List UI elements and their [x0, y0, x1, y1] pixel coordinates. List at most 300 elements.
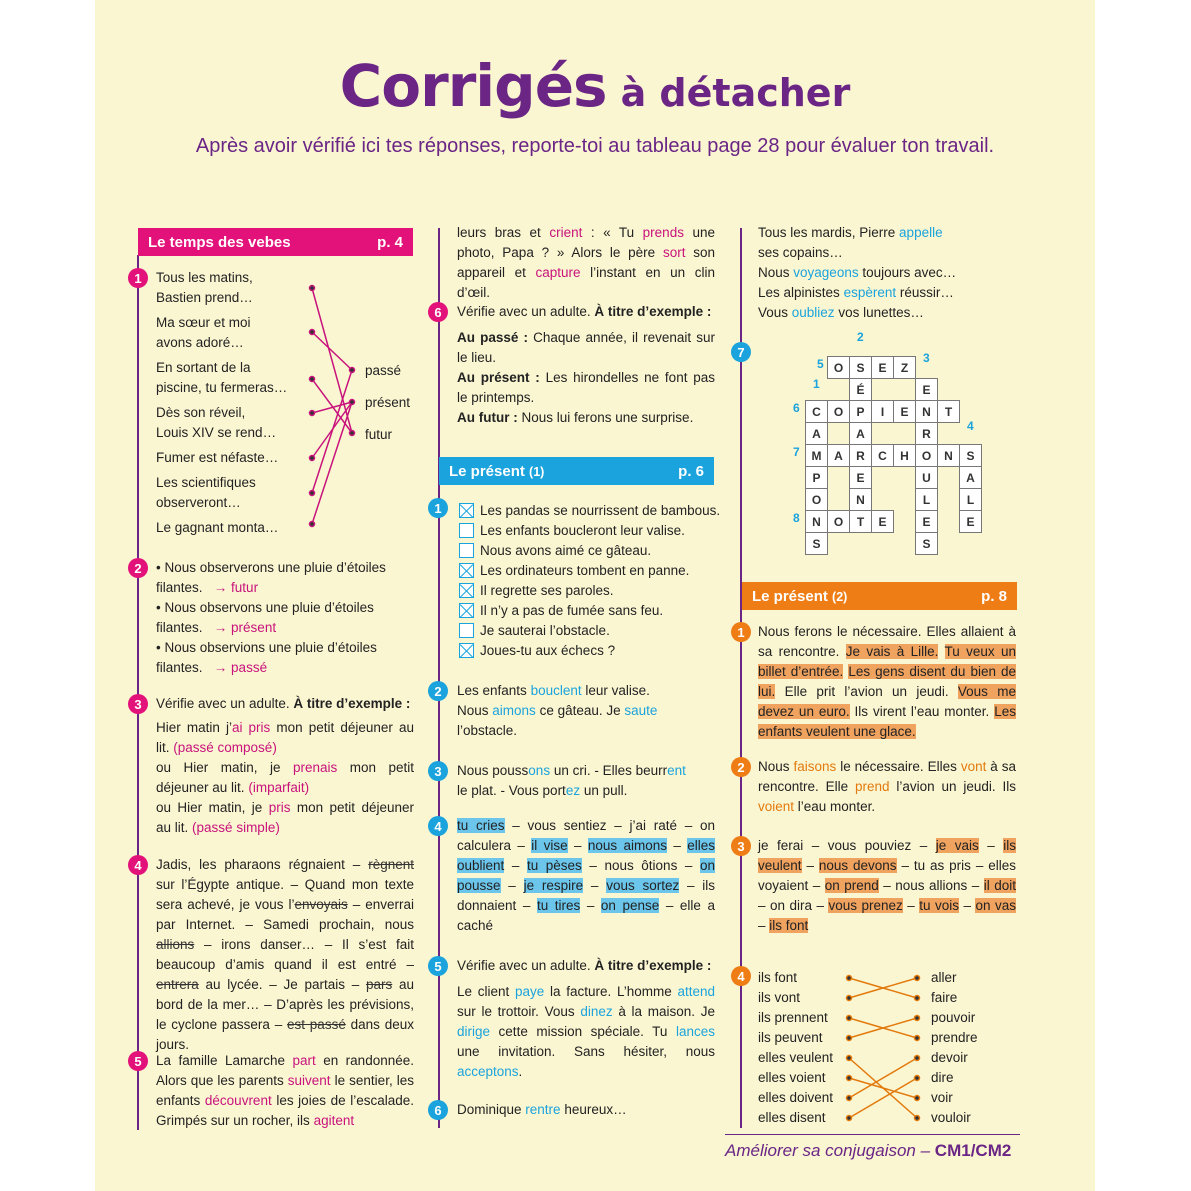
sentence	[156, 618, 276, 638]
verb: oubliez	[791, 305, 835, 320]
section-header-present-1	[439, 457, 714, 485]
list-item: piscine, tu fermeras…	[156, 380, 288, 395]
exercise-3	[156, 694, 414, 838]
text: Les enfants	[457, 683, 531, 698]
crossword-cell: N	[805, 510, 828, 533]
text: à la maison. Je	[612, 1004, 715, 1019]
text: le plat. - Vous port	[457, 783, 566, 798]
verb: sort	[662, 245, 686, 260]
ending: ez	[565, 783, 581, 798]
sentence	[156, 578, 258, 598]
match-target: prendre	[931, 1030, 978, 1045]
section-title-text: Le présent	[449, 462, 525, 480]
checkbox-label: Nous avons aimé ce gâteau.	[480, 543, 652, 558]
verb: dinez	[580, 1004, 613, 1019]
verb: acceptons	[457, 1064, 519, 1079]
crossword-cell: O	[827, 356, 850, 379]
crossword-clue-number: 2	[857, 330, 864, 344]
ending: ent	[667, 763, 686, 778]
list-item: observeront…	[156, 495, 241, 510]
exercise-number: 1	[731, 622, 751, 642]
text: l’avion un jeudi. Ils	[889, 779, 1016, 794]
exercise-number: 5	[128, 1051, 148, 1071]
label: Au présent :	[457, 370, 540, 385]
text: –	[959, 898, 976, 913]
checkbox-unchecked[interactable]	[459, 523, 474, 538]
text: Nous ferons le nécessaire. Elles allaient à sa rencontre.	[758, 624, 1016, 659]
exercise-q1	[758, 622, 1016, 742]
verb: crient	[549, 225, 583, 240]
sentence: • Nous observons une pluie d’étoiles	[156, 600, 374, 615]
crossword-cell: E	[849, 466, 872, 489]
text: Elle prit l’avion un jeudi.	[775, 684, 958, 699]
match-target: passé	[365, 363, 402, 378]
highlight: tu cries	[457, 818, 505, 833]
section-page: p. 6	[678, 462, 704, 480]
text: – irons danser… – Il s’est fait beaucoup d’amis quand il est entré –	[156, 937, 414, 972]
exercise-number: 4	[731, 966, 751, 986]
text: vos lunettes…	[834, 305, 924, 320]
text: les joies de l’escalade. Grimpés sur un rocher, ils	[156, 1093, 414, 1128]
text: La famille Lamarche	[156, 1053, 293, 1068]
text: au bord de la mer… – D’après les prévisions, le cyclone passera –	[156, 977, 414, 1032]
column-divider	[438, 228, 440, 1128]
checkbox-item[interactable]	[459, 561, 689, 581]
crossword-cell: É	[849, 378, 872, 401]
section-header-temps	[138, 228, 413, 256]
verb: agitent	[313, 1113, 355, 1128]
text: l’obstacle.	[457, 723, 518, 738]
page-title	[95, 52, 1095, 120]
list-item: Bastien prend…	[156, 290, 253, 305]
section-title	[449, 463, 544, 480]
highlight: nous aimons	[587, 838, 668, 853]
crossword-cell: O	[827, 400, 850, 423]
footer-text: Améliorer sa conjugaison –	[725, 1141, 931, 1160]
text: –	[801, 858, 819, 873]
verb: vont	[960, 759, 987, 774]
exercise-4	[156, 855, 414, 1055]
matching-lines-1	[295, 280, 365, 530]
footer-level: CM1/CM2	[934, 1141, 1012, 1160]
text: Les alpinistes	[758, 285, 844, 300]
exercise-p6-continued	[758, 223, 956, 323]
exercise-number: 2	[128, 558, 148, 578]
struck-verb: est passé	[287, 1017, 346, 1032]
verb: faisons	[793, 759, 837, 774]
verb: attend	[677, 984, 715, 999]
crossword-cell: Z	[893, 356, 916, 379]
exercise-q2	[758, 757, 1016, 817]
matching-lines-q4	[835, 968, 935, 1133]
list-item: ils vont	[758, 990, 801, 1005]
match-target: présent	[365, 395, 411, 410]
text: – tu as pris – elles voyaient –	[758, 858, 1016, 893]
crossword-cell: S	[805, 532, 828, 555]
highlight: tu tires	[536, 898, 581, 913]
exercise-number: 3	[731, 836, 751, 856]
crossword-cell: R	[849, 444, 872, 467]
highlight: Tu veux un billet d’entrée.	[758, 644, 1016, 679]
text: ce gâteau. Je	[535, 703, 625, 718]
verb: suivent	[287, 1073, 331, 1088]
crossword-cell: E	[871, 356, 894, 379]
exercise-number: 1	[428, 498, 448, 518]
exercise-number: 4	[128, 855, 148, 875]
crossword-clue-number: 1	[813, 377, 820, 391]
page-footer	[725, 1141, 1011, 1161]
highlight: il doit	[983, 878, 1017, 893]
struck-verb: allions	[156, 937, 195, 952]
checkbox-checked[interactable]	[459, 643, 474, 658]
text: mon petit déjeuner au lit.	[156, 760, 414, 795]
instruction: Vérifie avec un adulte.	[457, 958, 591, 973]
crossword-cell: E	[915, 378, 938, 401]
list-item: elles veulent	[758, 1050, 834, 1065]
exercise-number: 3	[128, 694, 148, 714]
exercise-number: 2	[731, 757, 751, 777]
text: –	[667, 838, 688, 853]
highlight: on vas	[975, 898, 1016, 913]
sentence-text: filantes.	[156, 620, 203, 635]
crossword-cell: U	[915, 466, 938, 489]
exercise-q3	[758, 836, 1016, 936]
checkbox-checked[interactable]	[459, 583, 474, 598]
sentence-text: filantes.	[156, 580, 203, 595]
text: réussir…	[896, 285, 954, 300]
exercise-number: 4	[428, 816, 448, 836]
verb: voient	[758, 799, 795, 814]
crossword-cell: S	[959, 444, 982, 467]
text: –	[583, 878, 607, 893]
verb: dirige	[457, 1024, 491, 1039]
list-item: avons adoré…	[156, 335, 244, 350]
text: .	[518, 1064, 523, 1079]
crossword-cell: O	[915, 444, 938, 467]
crossword-cell: L	[915, 488, 938, 511]
exercise-number: 7	[731, 342, 751, 362]
verb: appelle	[899, 225, 943, 240]
crossword-cell: N	[937, 444, 960, 467]
list-item: Tous les matins,	[156, 270, 253, 285]
text: sur le trottoir. Vous	[457, 1004, 581, 1019]
crossword-cell: P	[805, 466, 828, 489]
list-item: Ma sœur et moi	[156, 315, 251, 330]
text: ou Hier matin, je	[156, 800, 269, 815]
verb: bouclent	[530, 683, 582, 698]
text: l’instant en un clin d’œil.	[457, 265, 715, 300]
text: Chaque année, il revenait sur le lieu.	[457, 330, 715, 365]
instruction-bold: À titre d’exemple :	[293, 696, 411, 711]
crossword-clue-number: 4	[967, 419, 974, 433]
checkbox-unchecked[interactable]	[459, 623, 474, 638]
crossword-cell: P	[849, 400, 872, 423]
text: Tous les mardis, Pierre	[758, 225, 900, 240]
text: : « Tu	[582, 225, 643, 240]
section-page: p. 4	[377, 233, 403, 251]
text: –	[580, 898, 601, 913]
crossword-cell: T	[937, 400, 960, 423]
list-item: Dès son réveil,	[156, 405, 246, 420]
exercise-number: 6	[428, 1100, 448, 1120]
crossword-clue-number: 3	[923, 351, 930, 365]
verb: voyageons	[793, 265, 859, 280]
exercise-p4	[457, 816, 715, 936]
highlight: tu vois	[919, 898, 959, 913]
crossword-cell: E	[915, 510, 938, 533]
crossword-cell: C	[805, 400, 828, 423]
exercise-p2	[457, 681, 657, 741]
answer-page	[95, 0, 1095, 1191]
crossword-cell: C	[871, 444, 894, 467]
text: Vous	[758, 305, 792, 320]
crossword-cell: N	[849, 488, 872, 511]
answer-tense: → passé	[213, 660, 268, 675]
text: je ferai – vous pouviez –	[758, 838, 936, 853]
text: Jadis, les pharaons régnaient –	[156, 857, 369, 872]
exercise-5	[156, 1051, 414, 1131]
text: Nous lui ferons une surprise.	[517, 410, 694, 425]
checkbox-checked[interactable]	[459, 503, 474, 518]
text: l’eau monter.	[794, 799, 876, 814]
section-sub: (1)	[529, 464, 545, 479]
text: Nous	[758, 759, 794, 774]
checkbox-label: Joues-tu aux échecs ?	[480, 643, 616, 658]
text: – ils donnaient –	[457, 878, 716, 913]
highlight: ils veulent	[758, 838, 1017, 873]
label: Au futur :	[457, 410, 518, 425]
match-target: dire	[931, 1070, 954, 1085]
crossword-cell: A	[849, 422, 872, 445]
crossword-clue-number: 7	[793, 445, 800, 459]
tense-label: (passé simple)	[192, 820, 280, 835]
text: un cri. - Elles beurr	[550, 763, 668, 778]
sentence	[156, 658, 267, 678]
highlight: nous devons	[818, 858, 897, 873]
match-target: vouloir	[931, 1110, 971, 1125]
ending: ons	[528, 763, 551, 778]
highlight: Les gens disent du bien de lui.	[758, 664, 1016, 699]
verb: saute	[624, 703, 658, 718]
exercise-p6	[457, 1100, 627, 1120]
text: ses copains…	[758, 245, 843, 260]
section-title-text: Le présent	[752, 587, 828, 605]
title-main: Corrigés	[339, 52, 607, 120]
crossword-cell: S	[915, 532, 938, 555]
match-target: aller	[931, 970, 957, 985]
verb: prends	[642, 225, 684, 240]
crossword-cell: M	[805, 444, 828, 467]
text: – nous ôtions –	[581, 858, 700, 873]
highlight: Vous me devez un euro.	[758, 684, 1016, 719]
crossword-cell: T	[849, 510, 872, 533]
text: –	[504, 858, 527, 873]
verb: espèrent	[843, 285, 897, 300]
text: sur l’Égypte antique. – Quand mon texte sera achevé, je vous l’	[156, 877, 414, 912]
verb: aimons	[492, 703, 536, 718]
crossword-cell: R	[915, 422, 938, 445]
verb: capture	[535, 265, 581, 280]
verb: lances	[675, 1024, 715, 1039]
text: en randonnée. Alors que les parents	[156, 1053, 414, 1088]
checkbox-item[interactable]	[459, 521, 685, 541]
highlight: je vais	[935, 838, 979, 853]
verb: découvrent	[204, 1093, 272, 1108]
highlight: elles oublient	[457, 838, 716, 873]
exercise-p3	[457, 761, 686, 801]
verb: prend	[855, 779, 890, 794]
verb: part	[292, 1053, 316, 1068]
checkbox-item[interactable]	[459, 581, 614, 601]
checkbox-label: Les ordinateurs tombent en panne.	[480, 563, 690, 578]
text: –	[978, 838, 1004, 853]
text: Le client	[457, 984, 515, 999]
text: à sa rencontre. Elle	[758, 759, 1016, 794]
checkbox-unchecked[interactable]	[459, 543, 474, 558]
text: le sentier, les enfants	[156, 1073, 415, 1108]
highlight: vous prenez	[828, 898, 903, 913]
crossword-cell: S	[849, 356, 872, 379]
text: – nous allions –	[878, 878, 984, 893]
text	[938, 644, 944, 659]
text: son appareil et	[457, 245, 715, 280]
list-item: ils font	[758, 970, 798, 985]
exercise-6	[457, 302, 715, 428]
text: la facture. L’homme	[544, 984, 678, 999]
text: leur valise.	[581, 683, 650, 698]
list-item: ils peuvent	[758, 1030, 823, 1045]
text: Nous	[758, 265, 794, 280]
column-divider	[740, 228, 742, 1128]
page-subtitle: Après avoir vérifié ici tes réponses, reporte-toi au tableau page 28 pour évaluer ton travail.	[195, 135, 995, 157]
text: – vous sentiez – j’ai raté – on calculera –	[457, 818, 715, 853]
label: Au passé :	[457, 330, 529, 345]
checkbox-item[interactable]	[459, 501, 720, 521]
highlight: ils font	[769, 918, 809, 933]
crossword-clue-number: 5	[817, 357, 824, 371]
list-item: elles doivent	[758, 1090, 834, 1105]
crossword-cell: O	[827, 510, 850, 533]
struck-verb: entrera	[156, 977, 199, 992]
instruction-bold: À titre d’exemple :	[594, 958, 712, 973]
crossword-cell: A	[805, 422, 828, 445]
exercise-number: 2	[428, 681, 448, 701]
list-item: En sortant de la	[156, 360, 251, 375]
text: – enverrai par Internet. – Samedi prochain, nous	[156, 897, 414, 932]
section-header-present-2	[742, 582, 1017, 610]
instruction: Vérifie avec un adulte.	[156, 696, 290, 711]
text: Nous pouss	[457, 763, 529, 778]
checkbox-label: Les enfants boucleront leur valise.	[480, 523, 685, 538]
match-target: futur	[365, 427, 393, 442]
checkbox-label: Il regrette ses paroles.	[480, 583, 614, 598]
sentence-text: filantes.	[156, 660, 203, 675]
checkbox-item[interactable]	[459, 641, 615, 661]
title-secondary: à détacher	[620, 71, 851, 115]
text: un pull.	[580, 783, 628, 798]
highlight: on prend	[824, 878, 879, 893]
text: une photo, Papa ? » Alors le père	[457, 225, 715, 260]
crossword-cell: H	[893, 444, 916, 467]
verb: rentre	[525, 1102, 561, 1117]
verb: prenais	[292, 760, 338, 775]
text: –	[500, 878, 524, 893]
highlight: on pense	[600, 898, 660, 913]
text: au lycée. – Je partais –	[198, 977, 366, 992]
list-item: Le gagnant monta…	[156, 520, 279, 535]
exercise-5-continued	[457, 223, 715, 303]
crossword-cell: L	[959, 488, 982, 511]
match-target: voir	[931, 1090, 953, 1105]
struck-verb: règnent	[368, 857, 414, 872]
crossword-cell: O	[805, 488, 828, 511]
text: toujours avec…	[858, 265, 957, 280]
exercise-number: 6	[428, 302, 448, 322]
highlight: je respire	[523, 878, 584, 893]
highlight: on pousse	[457, 858, 715, 893]
struck-verb: pars	[365, 977, 393, 992]
text: Ils virent l’eau monter.	[849, 704, 995, 719]
text: Les hirondelles ne font pas le printemps.	[457, 370, 715, 405]
verb: paye	[514, 984, 545, 999]
list-item: elles disent	[758, 1110, 826, 1125]
text: – on dira –	[758, 898, 829, 913]
match-target: pouvoir	[931, 1010, 976, 1025]
text: mon petit déjeuner au lit.	[156, 720, 415, 755]
text: –	[902, 898, 920, 913]
highlight: vous sortez	[606, 878, 680, 893]
checkbox-checked[interactable]	[459, 563, 474, 578]
crossword-cell: E	[959, 510, 982, 533]
list-item: ils prennent	[758, 1010, 828, 1025]
checkbox-item[interactable]	[459, 601, 663, 621]
exercise-number: 5	[428, 956, 448, 976]
list-item: Louis XIV se rend…	[156, 425, 277, 440]
checkbox-item[interactable]	[459, 621, 610, 641]
exercise-number: 1	[128, 268, 148, 288]
verb: ai pris	[231, 720, 271, 735]
section-title: Le temps des vebes	[148, 233, 291, 251]
answer-tense: → présent	[213, 620, 277, 635]
list-item: elles voient	[758, 1070, 826, 1085]
highlight: Les enfants veulent une glace.	[758, 704, 1016, 739]
match-target: devoir	[931, 1050, 968, 1065]
text: Hier matin j’	[156, 720, 232, 735]
text: une invitation. Sans hésiter, nous	[457, 1044, 715, 1059]
text: –	[567, 838, 588, 853]
checkbox-checked[interactable]	[459, 603, 474, 618]
text: mon petit déjeuner au lit.	[156, 800, 415, 835]
tense-label: (passé composé)	[173, 740, 277, 755]
exercise-number: 3	[428, 761, 448, 781]
text: – elle a caché	[457, 898, 715, 933]
text: Dominique	[457, 1102, 526, 1117]
text: Nous	[457, 703, 493, 718]
list-item: Les scientifiques	[156, 475, 256, 490]
match-target: faire	[931, 990, 958, 1005]
text: heureux…	[560, 1102, 627, 1117]
section-title	[752, 588, 847, 605]
crossword-cell: E	[871, 510, 894, 533]
crossword-clue-number: 8	[793, 511, 800, 525]
text: cette mission spéciale. Tu	[490, 1024, 676, 1039]
text: dans deux jours.	[156, 1017, 414, 1052]
text: –	[758, 918, 770, 933]
text: le nécessaire. Elles	[836, 759, 961, 774]
checkbox-item[interactable]	[459, 541, 651, 561]
checkbox-label: Il n’y a pas de fumée sans feu.	[480, 603, 664, 618]
text: ou Hier matin, je	[156, 760, 293, 775]
